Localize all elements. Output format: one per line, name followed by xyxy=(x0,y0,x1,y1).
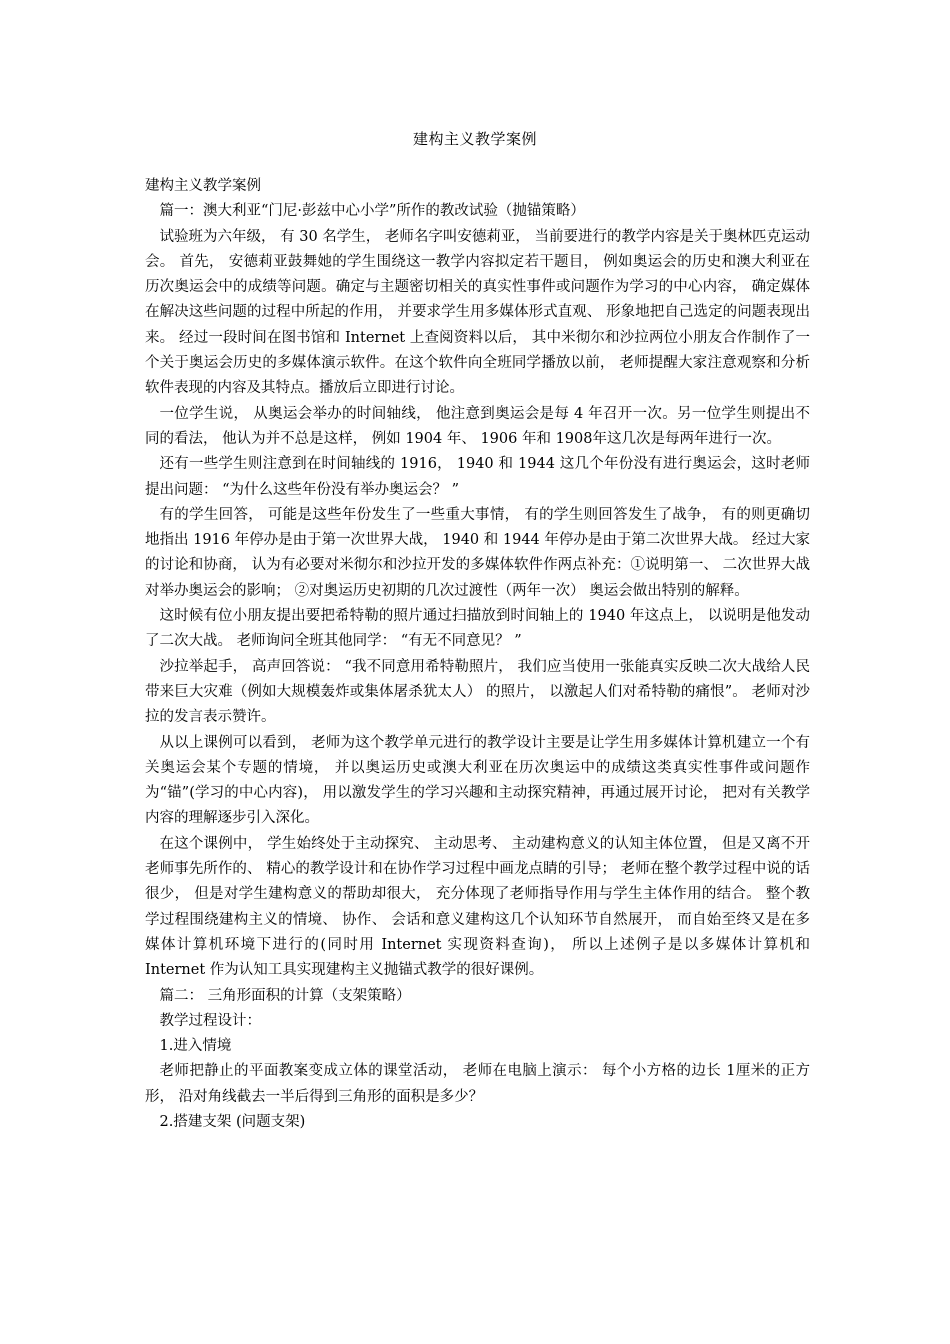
paragraph: 教学过程设计： xyxy=(159,1012,261,1029)
section-heading: 建构主义教学案例 xyxy=(145,178,261,194)
paragraph: 这时候有位小朋友提出要把希特勒的照片通过扫描放到时间轴上的 1940 年这点上， 以说明是他发动了二次大战。 老师询问全班其他同学： “有无不同意见？ ” xyxy=(145,608,810,650)
paragraph: 从以上课例可以看到， 老师为这个教学单元进行的教学设计主要是让学生用多媒体计算机建立一个有关奥运会某个专题的情境， 并以奥运历史或澳大利亚在历次奥运中的成绩这类真实性事件或问题作为“锚”(学习的中心内容)， 用以激发学生的学习兴趣和主动探究精神，再通过展开讨论， 把对有关教学内容的理解逐步引入深化。 xyxy=(145,734,810,827)
paragraph: 老师把静止的平面教案变成立体的课堂活动， 老师在电脑上演示： 每个小方格的边长 1厘米的正方形， 沿对角线截去一半后得到三角形的面积是多少？ xyxy=(145,1063,810,1105)
paragraph: 在这个课例中， 学生始终处于主动探究、 主动思考、 主动建构意义的认知主体位置， 但是又离不开老师事先所作的、 精心的教学设计和在协作学习过程中画龙点睛的引导； 老师在整个教学过程中说的话很少， 但是对学生建构意义的帮助却很大， 充分体现了老师指导作用与学生主体作用的结合。 整个教学过程围绕建构主义的情境、 协作、 会话和意义建构这几个认知环节自然展开， 而自始至终又是在多媒体计算机环境下进行的(同时用 Internet 实现资料查询)， 所以上述例子是以多媒体计算机和 Internet 作为认知工具实现建构主义抛锚式教学的很好课例。 xyxy=(145,835,810,979)
document-body xyxy=(145,174,810,1135)
paragraph: 有的学生回答， 可能是这些年份发生了一些重大事情， 有的学生则回答发生了战争， 有的则更确切地指出 1916 年停办是由于第一次世界大战， 1940 和 1944 年停办是由于第二次世界大战。 经过大家的讨论和协商， 认为有必要对米彻尔和沙拉开发的多媒体软件作两点补充：①说明第一、 二次世界大战对举办奥运会的影响； ②对奥运历史初期的几次过渡性（两年一次） 奥运会做出特别的解释。 xyxy=(145,506,810,599)
paragraph: 试验班为六年级， 有 30 名学生， 老师名字叫安德莉亚， 当前要进行的教学内容是关于奥林匹克运动会。 首先， 安德莉亚鼓舞她的学生围绕这一教学内容拟定若干题目， 例如奥运会的历史和澳大利亚在历次奥运会中的成绩等问题。确定与主题密切相关的真实性事件或问题作为学习的中心内容， 确定媒体在解决这些问题的过程中所起的作用， 并要求学生用多媒体形式直观、 形象地把自己选定的问题表现出来。 经过一段时间在图书馆和 Internet 上查阅资料以后， 其中米彻尔和沙拉两位小朋友合作制作了一个关于奥运会历史的多媒体演示软件。在这个软件向全班同学播放以前， 老师提醒大家注意观察和分析软件表现的内容及其特点。播放后立即进行讨论。 xyxy=(145,228,810,397)
page-title: 建构主义教学案例 xyxy=(412,130,537,148)
paragraph: 还有一些学生则注意到在时间轴线的 1916， 1940 和 1944 这几个年份没有进行奥运会，这时老师提出问题： “为什么这些年份没有举办奥运会？ ” xyxy=(145,456,810,498)
paragraph: 沙拉举起手， 高声回答说： “我不同意用希特勒照片， 我们应当使用一张能真实反映二次大战给人民带来巨大灾难（例如大规模轰炸或集体屠杀犹太人） 的照片， 以激起人们对希特勒的痛恨”。 老师对沙拉的发言表示赞许。 xyxy=(145,658,810,726)
case-one-heading: 篇一：澳大利亚“门尼·彭兹中心小学”所作的教改试验（抛锚策略） xyxy=(159,203,585,220)
step-heading: 2.搭建支架 (问题支架) xyxy=(159,1113,306,1130)
paragraph: 一位学生说， 从奥运会举办的时间轴线， 他注意到奥运会是每 4 年召开一次。另一位学生则提出不同的看法， 他认为并不总是这样， 例如 1904 年、 1906 年和 1908年这几次是每两年进行一次。 xyxy=(145,405,810,447)
case-two-heading: 篇二： 三角形面积的计算（支架策略） xyxy=(159,987,411,1004)
step-heading: 1.进入情境 xyxy=(159,1038,232,1055)
